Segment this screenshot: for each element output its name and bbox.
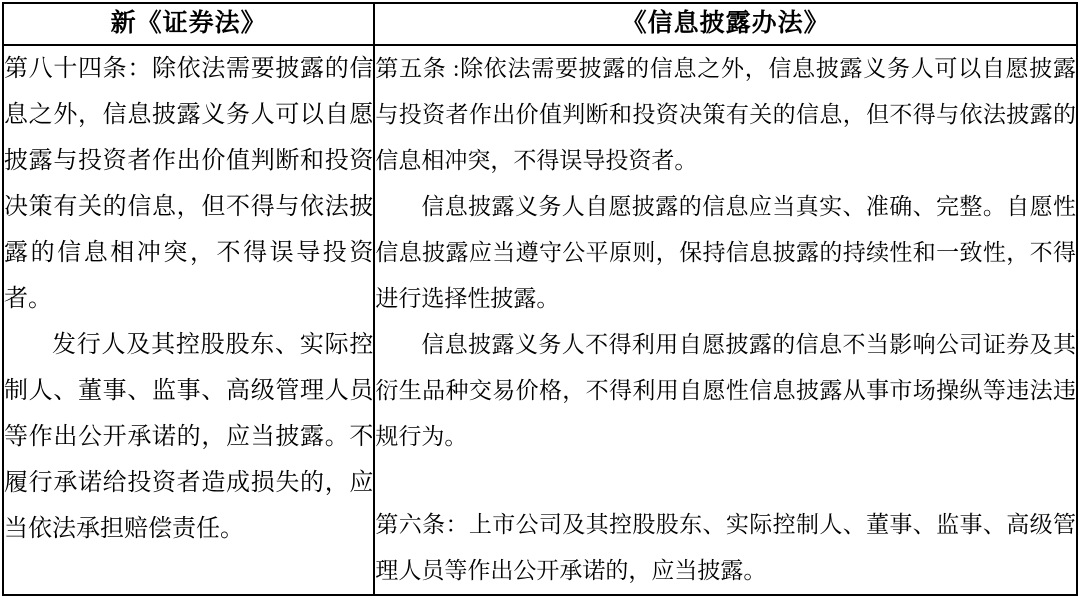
- paragraph: 信息披露义务人自愿披露的信息应当真实、准确、完整。自愿性信息披露应当遵守公平原则，保持信息披露的持续性和一致性，不得进行选择性披露。: [375, 194, 1076, 311]
- paragraph: 发行人及其控股股东、实际控制人、董事、监事、高级管理人员等作出公开承诺的，应当披露。不履行承诺给投资者造成损失的，应当依法承担赔偿责任。: [4, 332, 374, 542]
- comparison-table: [2, 2, 1078, 596]
- paragraph: 第六条：上市公司及其控股股东、实际控制人、董事、监事、高级管理人员等作出公开承诺的，应当披露。: [375, 512, 1076, 583]
- column-header-disclosure-measures: 《信息披露办法》: [374, 3, 1077, 45]
- paragraph: 第八十四条：除依法需要披露的信息之外，信息披露义务人可以自愿披露与投资者作出价值判断和投资决策有关的信息，但不得与依法披露的信息相冲突，不得误导投资者。: [4, 56, 374, 312]
- column-header-securities-law: 新《证券法》: [3, 3, 374, 45]
- cell-securities-law-text: [3, 45, 374, 595]
- paragraph: 第五条 :除依法需要披露的信息之外，信息披露义务人可以自愿披露与投资者作出价值判断和投资决策有关的信息，但不得与依法披露的信息相冲突，不得误导投资者。: [375, 56, 1076, 173]
- paragraph: 信息披露义务人不得利用自愿披露的信息不当影响公司证券及其衍生品种交易价格，不得利用自愿性信息披露从事市场操纵等违法违规行为。: [375, 332, 1076, 449]
- table-row: [3, 45, 1077, 595]
- cell-disclosure-measures-text: [374, 45, 1077, 595]
- table-header-row: [3, 3, 1077, 45]
